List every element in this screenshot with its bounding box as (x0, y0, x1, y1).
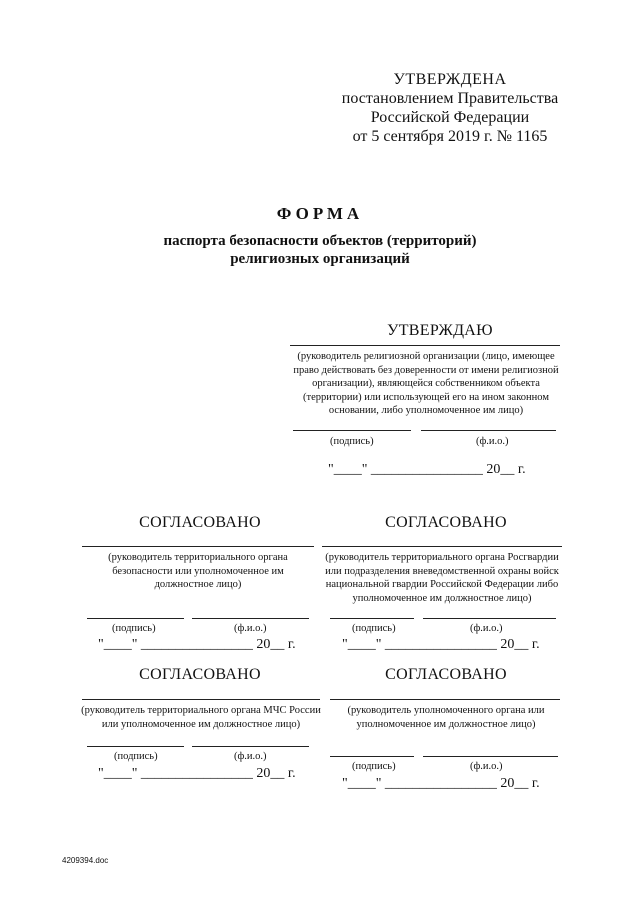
agreement-2-line (322, 546, 562, 547)
agreement-2-note: (руководитель территориального органа Росгвардии или подразделения вневедомственной охраны войск национальной гвардии Российской Федерации либо уполномоченное им должностное лицо) (325, 552, 559, 604)
agreement-4-line (330, 699, 560, 700)
approval-heading: УТВЕРЖДЕНА (393, 71, 507, 88)
agreement-2-fio-label: (ф.и.о.) (470, 623, 503, 634)
agreement-4-signature-label: (подпись) (352, 761, 396, 772)
agreement-4-heading: СОГЛАСОВАНО (385, 666, 507, 683)
agreement-1-fio-label: (ф.и.о.) (234, 623, 267, 634)
agreement-3-date[interactable]: "____" ________________ 20__ г. (98, 766, 296, 781)
agreement-4-fio-label: (ф.и.о.) (470, 761, 503, 772)
agreement-1-note: (руководитель территориального органа безопасности или уполномоченное им должностное лицо) (108, 552, 288, 590)
approver-signature-line[interactable] (293, 430, 411, 431)
approver-signature-label: (подпись) (330, 436, 374, 447)
agreement-1-heading: СОГЛАСОВАНО (139, 514, 261, 531)
agreement-2-signature-label: (подпись) (352, 623, 396, 634)
approval-line-3: от 5 сентября 2019 г. № 1165 (352, 128, 548, 145)
file-name-footer: 4209394.doc (62, 856, 109, 865)
agreement-4-signature-line[interactable] (330, 756, 414, 757)
approval-line-2: Российской Федерации (370, 109, 530, 126)
agreement-3-signature-label: (подпись) (114, 751, 158, 762)
approval-block (340, 70, 560, 146)
agreement-4-fio-line[interactable] (423, 756, 558, 757)
agreement-2-signature-line[interactable] (330, 618, 414, 619)
agreement-1-fio-line[interactable] (192, 618, 309, 619)
approver-fio-label: (ф.и.о.) (476, 436, 509, 447)
approve-heading: УТВЕРЖДАЮ (387, 322, 493, 339)
agreement-3-line (82, 699, 320, 700)
agreement-3-fio-line[interactable] (192, 746, 309, 747)
approver-date[interactable]: "____" ________________ 20__ г. (328, 462, 526, 477)
agreement-1-signature-line[interactable] (87, 618, 184, 619)
form-title: ФОРМА (276, 204, 364, 223)
agreement-2-date[interactable]: "____" ________________ 20__ г. (342, 637, 540, 652)
agreement-3-heading: СОГЛАСОВАНО (139, 666, 261, 683)
approver-fio-line[interactable] (421, 430, 556, 431)
approval-line-1: постановлением Правительства (341, 90, 559, 107)
agreement-3-signature-line[interactable] (87, 746, 184, 747)
agreement-1-date[interactable]: "____" ________________ 20__ г. (98, 637, 296, 652)
approver-note: (руководитель религиозной организации (лицо, имеющее право действовать без доверенности от имени религиозной организации), являющейся собственником объекта (территории) или использующей его на ином законном основании, либо уполномоченное им лицо) (293, 351, 559, 416)
agreement-1-signature-label: (подпись) (112, 623, 156, 634)
subtitle-line-2: религиозных организаций (230, 251, 410, 267)
approver-line (290, 345, 560, 346)
agreement-4-date[interactable]: "____" ________________ 20__ г. (342, 776, 540, 791)
agreement-2-heading: СОГЛАСОВАНО (385, 514, 507, 531)
agreement-3-note: (руководитель территориального органа МЧС России или уполномоченное им должностное лицо) (81, 705, 321, 730)
agreement-3-fio-label: (ф.и.о.) (234, 751, 267, 762)
form-subtitle (100, 232, 540, 268)
agreement-1-line (82, 546, 314, 547)
agreement-2-fio-line[interactable] (423, 618, 556, 619)
agreement-4-note: (руководитель уполномоченного органа или уполномоченное им должностное лицо) (347, 705, 545, 730)
subtitle-line-1: паспорта безопасности объектов (территорий) (163, 233, 477, 249)
